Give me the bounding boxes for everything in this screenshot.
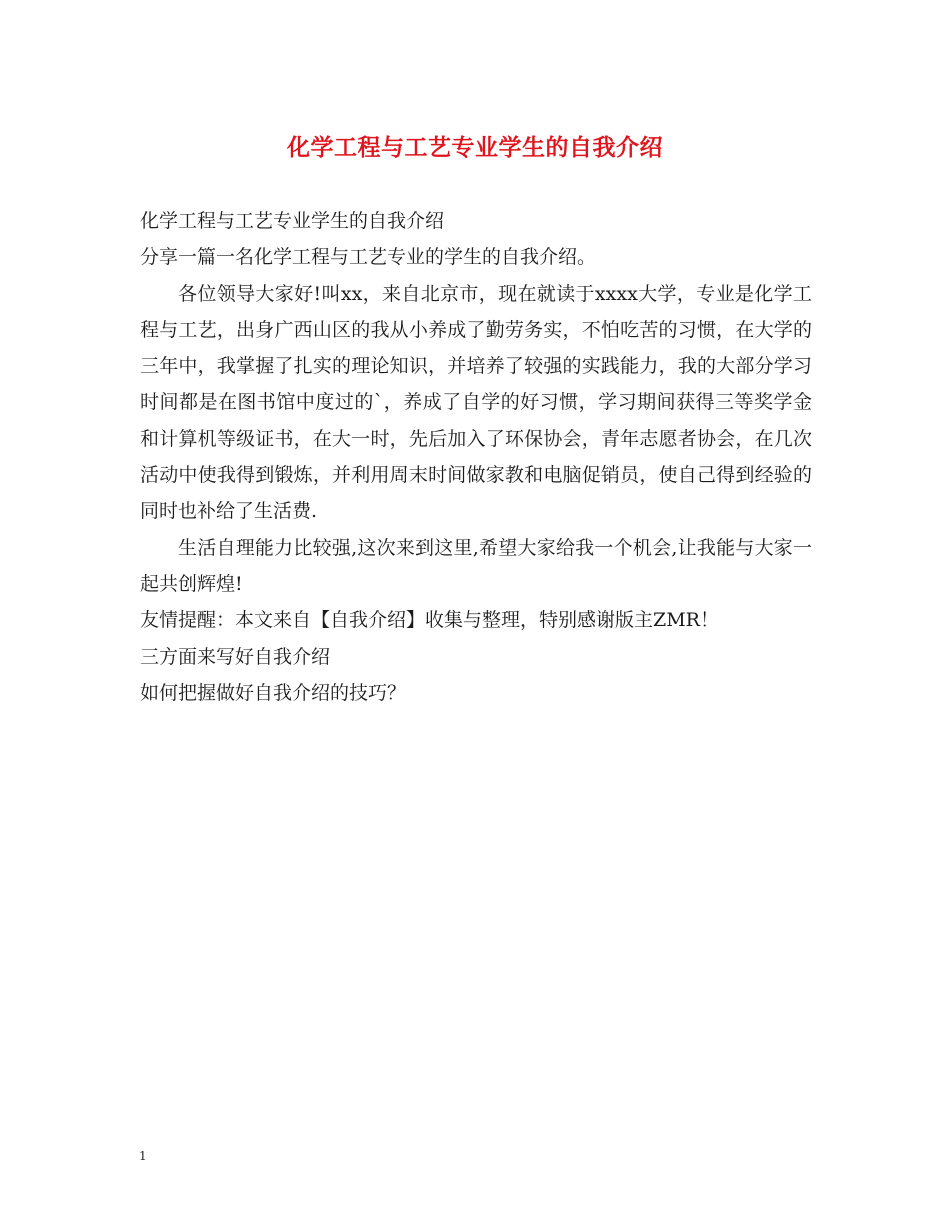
related-link-text: 如何把握做好自我介绍的技巧？ bbox=[140, 681, 407, 704]
document-body bbox=[140, 203, 812, 711]
body-paragraph: 生活自理能力比较强,这次来到这里,希望大家给我一个机会,让我能与大家一起共创辉煌! bbox=[140, 536, 812, 595]
page-number: 1 bbox=[139, 1149, 147, 1163]
reminder-line: 友情提醒：本文来自【自我介绍】收集与整理，特别感谢版主ZMR！ bbox=[140, 609, 719, 632]
related-link-text: 三方面来写好自我介绍 bbox=[140, 645, 331, 668]
document-title: 化学工程与工艺专业学生的自我介绍 bbox=[287, 134, 663, 161]
subtitle-line: 化学工程与工艺专业学生的自我介绍 bbox=[140, 210, 445, 232]
intro-line: 分享一篇一名化学工程与工艺专业的学生的自我介绍。 bbox=[140, 246, 597, 269]
body-paragraph: 各位领导大家好!叫xx，来自北京市，现在就读于xxxx大学，专业是化学工程与工艺，出身广西山区的我从小养成了勤劳务实，不怕吃苦的习惯，在大学的三年中，我掌握了扎实的理论知识，并培养了较强的实践能力，我的大部分学习时间都是在图书馆中度过的`，养成了自学的好习惯，学习期间获得三等奖学金和计算机等级证书，在大一时，先后加入了环保协会，青年志愿者协会，在几次活动中使我得到锻炼，并利用周末时间做家教和电脑促销员，使自己得到经验的同时也补给了生活费. bbox=[140, 282, 812, 523]
